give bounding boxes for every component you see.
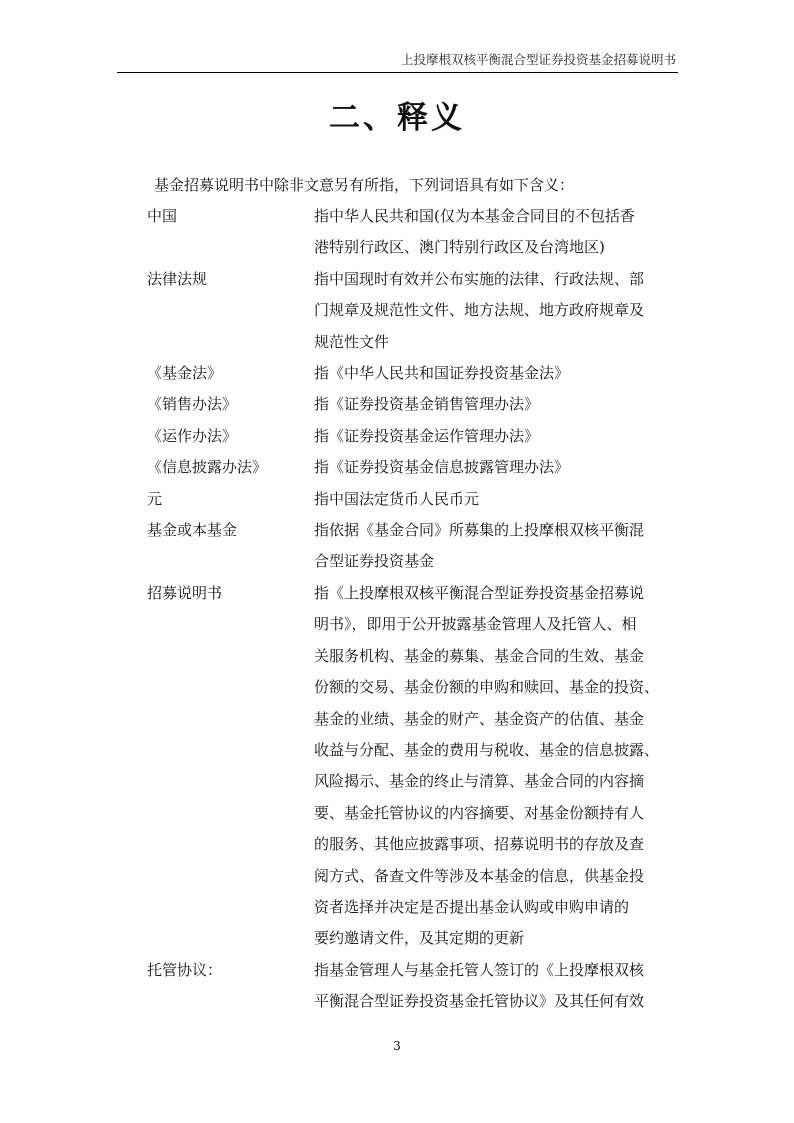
definition-row	[147, 452, 677, 483]
definition-term: 《运作办法》	[147, 426, 238, 445]
definition-row	[147, 515, 677, 578]
definition-text: 指《证券投资基金信息披露管理办法》	[314, 458, 570, 477]
section-title: 二、释义	[329, 100, 465, 136]
definition-text: 指中华人民共和国(仅为本基金合同目的不包括香 港特别行政区、澳门特别行政区及台湾地区)	[314, 207, 635, 257]
intro-paragraph: 基金招募说明书中除非文意另有所指，下列词语具有如下含义：	[154, 176, 575, 194]
definition-row	[147, 484, 677, 515]
definition-row	[147, 389, 677, 420]
page-number: 3	[393, 1039, 401, 1053]
definition-text: 指依据《基金合同》所募集的上投摩根双核平衡混 合型证券投资基金	[314, 521, 645, 571]
definition-row	[147, 201, 677, 264]
header-divider	[117, 72, 678, 73]
definition-text: 指中国法定货币人民币元	[314, 489, 480, 508]
definition-term: 《信息披露办法》	[147, 458, 268, 477]
running-header: 上投摩根双核平衡混合型证券投资基金招募说明书	[400, 52, 676, 67]
definition-row	[147, 264, 677, 358]
definition-term: 基金或本基金	[147, 521, 238, 540]
definition-term: 托管协议：	[147, 960, 223, 979]
definition-text: 指《证券投资基金运作管理办法》	[314, 426, 540, 445]
definition-row	[147, 421, 677, 452]
definition-text: 指中国现时有效并公布实施的法律、行政法规、部 门规章及规范性文件、地方法规、地方政府规章及 规范性文件	[314, 269, 645, 351]
definition-term: 中国	[147, 207, 178, 225]
definition-term: 《销售办法》	[147, 395, 238, 414]
definition-term: 法律法规	[147, 269, 208, 288]
definition-text: 指《证券投资基金销售管理办法》	[314, 395, 540, 414]
definition-term: 《基金法》	[147, 364, 223, 383]
definition-text: 指《中华人民共和国证券投资基金法》	[314, 364, 570, 383]
definition-text: 指《上投摩根双核平衡混合型证券投资基金招募说 明书》，即用于公开披露基金管理人及托管人、相 关服务机构、基金的募集、基金合同的生效、基金 份额的交易、基金份额的申购和赎回、基金的投资、 基金的业绩、基金的财产、基金资产的估值、基金 收益与分配、基金的费用与税收、基金的信息披露、 风险揭示、基金的终止与清算、基金合同的内容摘 要、基金托管协议的内容摘要、对基金份额持有人 的服务、其他应披露事项、招募说明书的存放及查 阅方式、备查文件等涉及本基金的信息，供基金投 资者选择并决定是否提出基金认购或申购申请的 要约邀请文件，及其定期的更新	[314, 583, 660, 948]
definition-row	[147, 578, 677, 955]
definition-row	[147, 358, 677, 389]
definitions-list	[147, 201, 677, 1018]
definition-term: 招募说明书	[147, 583, 223, 602]
definition-text: 指基金管理人与基金托管人签订的《上投摩根双核 平衡混合型证券投资基金托管协议》及其任何有效	[314, 960, 645, 1011]
definition-term: 元	[147, 489, 163, 508]
definition-row	[147, 955, 677, 1018]
